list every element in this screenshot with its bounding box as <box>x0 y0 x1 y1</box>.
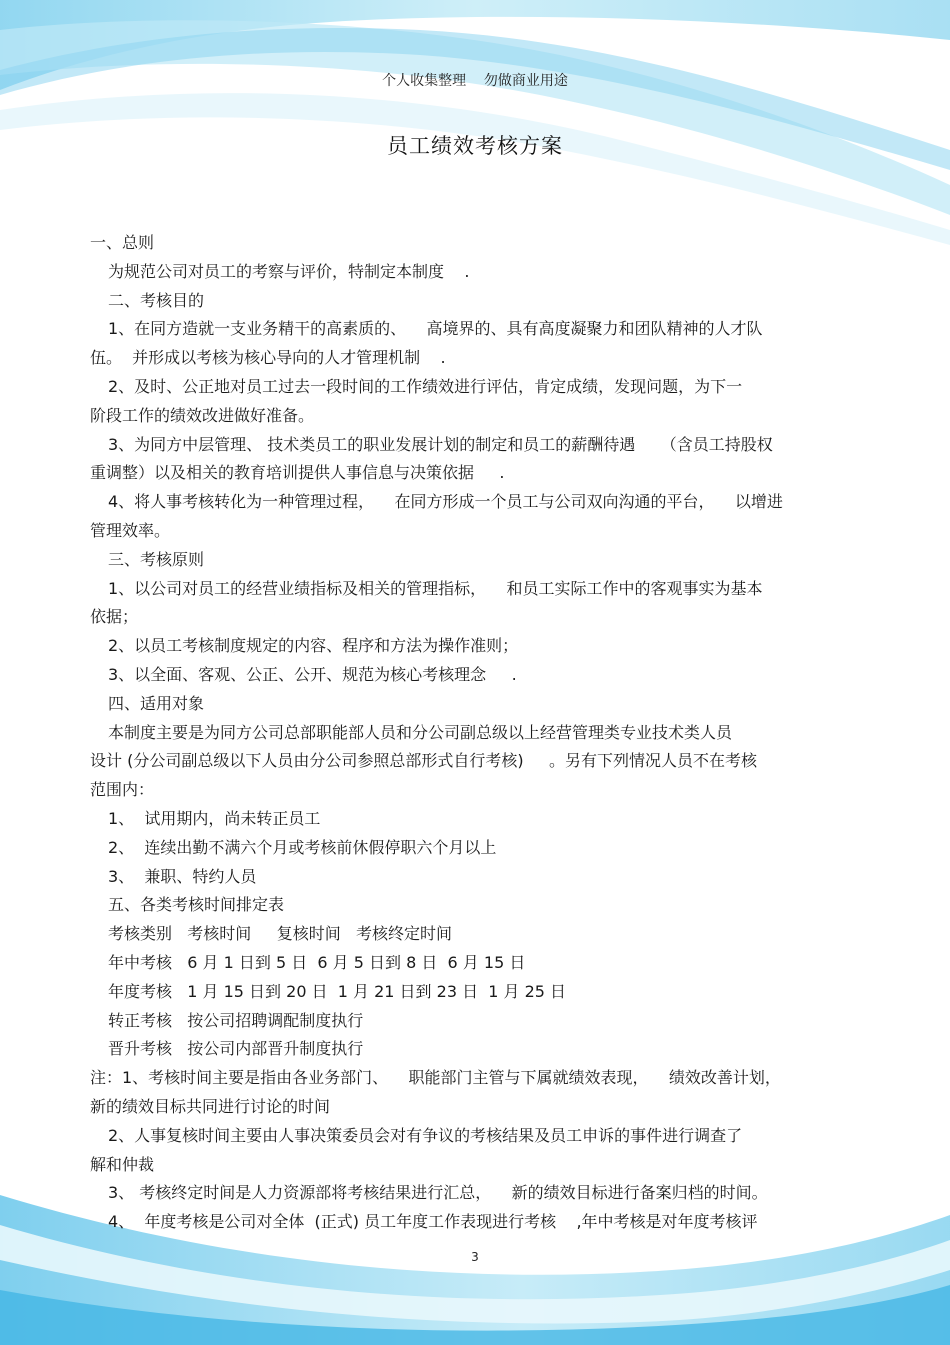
paragraph-line: 伍。 并形成以考核为核心导向的人才管理机制 . <box>90 348 446 368</box>
paragraph-line: 3、为同方中层管理、 技术类员工的职业发展计划的制定和员工的薪酬待遇 （含员工持股权 <box>108 434 773 454</box>
paragraph-line: 1、在同方造就一支业务精干的高素质的、 高境界的、具有高度凝聚力和团队精神的人才队 <box>108 319 763 339</box>
paragraph-line: 注：1、考核时间主要是指由各业务部门、 职能部门主管与下属就绩效表现， 绩效改善计划， <box>90 1068 781 1088</box>
paragraph-line: 转正考核 按公司招聘调配制度执行 <box>108 1010 364 1030</box>
paragraph-line: 3、以全面、客观、公正、公开、规范为核心考核理念 . <box>108 664 517 684</box>
paragraph-line: 三、考核原则 <box>108 549 205 569</box>
paragraph-line: 管理效率。 <box>90 520 171 540</box>
paragraph-line: 阶段工作的绩效改进做好准备。 <box>90 405 315 425</box>
paragraph-line: 1、 试用期内，尚未转正员工 <box>108 808 321 828</box>
paragraph-line: 4、将人事考核转化为一种管理过程， 在同方形成一个员工与公司双向沟通的平台， 以增进 <box>108 492 783 512</box>
paragraph-line: 3、 考核终定时间是人力资源部将考核结果进行汇总， 新的绩效目标进行备案归档的时间。 <box>108 1183 768 1203</box>
paragraph-line: 二、考核目的 <box>108 290 205 310</box>
page-number: 3 <box>471 1250 479 1264</box>
paragraph-line: 考核类别 考核时间 复核时间 考核终定时间 <box>108 924 452 944</box>
paragraph-line: 设计 (分公司副总级以下人员由分公司参照总部形式自行考核) 。另有下列情况人员不在考核 <box>90 751 758 771</box>
paragraph-line: 一、总则 <box>90 233 155 252</box>
paragraph-line: 2、人事复核时间主要由人事决策委员会对有争议的考核结果及员工申诉的事件进行调查了 <box>108 1125 743 1145</box>
paragraph-line: 2、以员工考核制度规定的内容、程序和方法为操作准则； <box>108 636 519 656</box>
paragraph-line: 晋升考核 按公司内部晋升制度执行 <box>108 1039 364 1059</box>
paragraph-line: 四、适用对象 <box>108 693 205 713</box>
paragraph-line: 2、 连续出勤不满六个月或考核前休假停职六个月以上 <box>108 837 497 857</box>
paragraph-line: 范围内： <box>90 780 155 800</box>
document-body <box>90 229 860 1237</box>
watermark-text: 个人收集整理 勿做商业用途 <box>382 73 568 89</box>
paragraph-line: 年中考核 6 月 1 日到 5 日 6 月 5 日到 8 日 6 月 15 日 <box>108 952 526 972</box>
paragraph-line: 重调整）以及相关的教育培训提供人事信息与决策依据 . <box>90 463 505 483</box>
paragraph-line: 1、以公司对员工的经营业绩指标及相关的管理指标， 和员工实际工作中的客观事实为基本 <box>108 578 763 598</box>
paragraph-line: 依据； <box>90 607 139 627</box>
paragraph-line: 3、 兼职、特约人员 <box>108 866 257 886</box>
document-title: 员工绩效考核方案 <box>387 134 563 158</box>
paragraph-line: 解和仲裁 <box>90 1154 155 1174</box>
paragraph-line: 2、及时、公正地对员工过去一段时间的工作绩效进行评估，肯定成绩，发现问题，为下一 <box>108 376 743 396</box>
paragraph-line: 年度考核 1 月 15 日到 20 日 1 月 21 日到 23 日 1 月 25 日 <box>108 981 567 1001</box>
paragraph-line: 为规范公司对员工的考察与评价，特制定本制度 . <box>108 261 470 281</box>
paragraph-line: 本制度主要是为同方公司总部职能部人员和分公司副总级以上经营管理类专业技术类人员 <box>108 722 733 742</box>
paragraph-line: 五、各类考核时间排定表 <box>108 895 285 915</box>
paragraph-line: 4、 年度考核是公司对全体 (正式) 员工年度工作表现进行考核 ,年中考核是对年度考核评 <box>108 1212 758 1232</box>
paragraph-line: 新的绩效目标共同进行讨论的时间 <box>90 1096 331 1116</box>
